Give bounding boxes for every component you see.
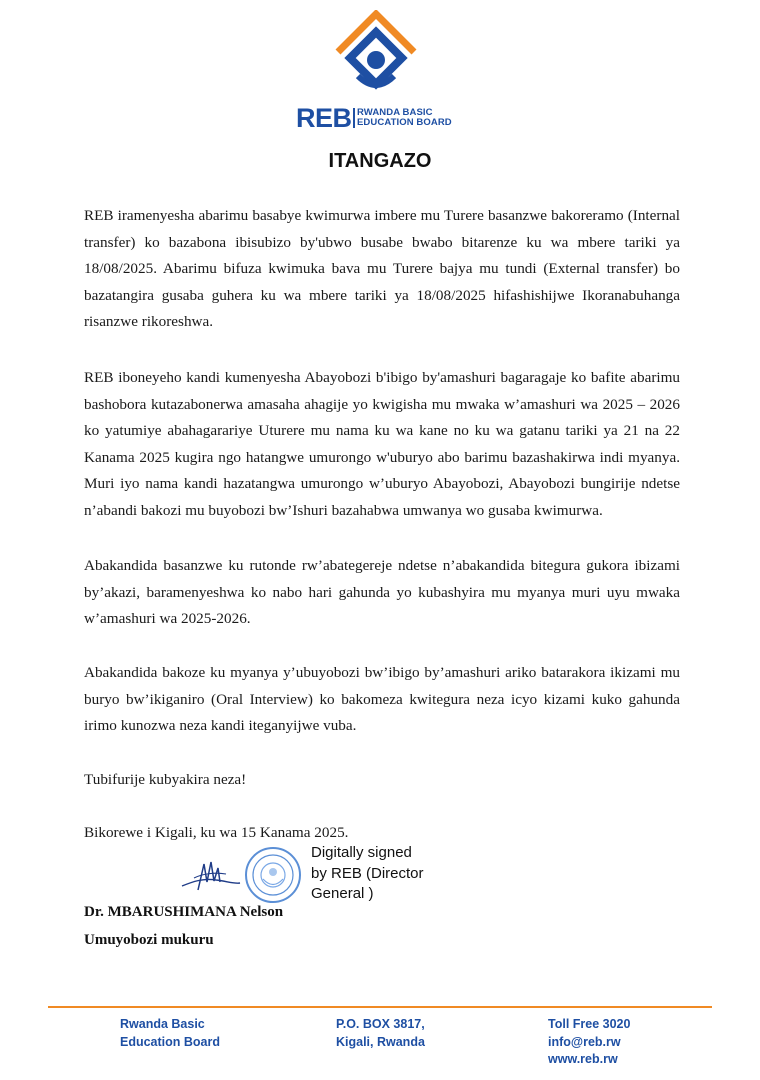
logo-abbr: REB — [296, 103, 352, 133]
document-title: ITANGAZO — [328, 150, 432, 172]
signatory-role: Umuyobozi mukuru — [84, 932, 214, 948]
reb-logo-icon — [332, 10, 420, 96]
footer-org-line2: Education Board — [120, 1034, 221, 1049]
footer-address-line2: Kigali, Rwanda — [336, 1034, 425, 1049]
reb-logo — [296, 10, 466, 133]
logo-name-line1: RWANDA BASIC — [357, 107, 433, 118]
official-seal-icon — [244, 846, 302, 904]
paragraph-date-place: Bikorewe i Kigali, ku wa 15 Kanama 2025. — [84, 824, 349, 841]
footer-address-line1: P.O. BOX 3817, — [336, 1017, 425, 1031]
footer-divider — [48, 1006, 712, 1008]
paragraph-school-heads: REB iboneyeho kandi kumenyesha Abayobozi b'ibigo by'amashuri bagaragaje ko bafite abarimu bashobora kutazabonerwa amasaha ahagije yo kwigisha mu mwaka w’amashuri wa 2025 – 2026 ko yatumiye abahagarariye Uturere mu nama ku wa kane no ku wa gatanu tariki ya 21 na 22 Kanama 2025 kugira ngo hatangwe umurongo w'uburyo abo barimu bazashakirwa indi myanya. Muri iyo nama kandi hazatangwa umurongo w’uburyo Abayobozi, Abayobozi bungirije ndetse n’abandi bakozi mu buyobozi bw’Ishuri bazahabwa umwanya wo gusaba kwimurwa. — [84, 369, 680, 519]
paragraph-candidates: Abakandida basanzwe ku rutonde rw’abategereje ndetse n’abakandida bitegura gukora ibizami by’akazi, baramenyeshwa ko nabo hari gahunda yo kubashyira mu myanya muri uyu mwaka w’amashuri wa 2025-2026. — [84, 557, 680, 628]
handwritten-signature — [180, 856, 242, 894]
logo-divider — [353, 108, 355, 128]
logo-name — [357, 108, 452, 128]
footer-org-line1: Rwanda Basic — [120, 1017, 205, 1031]
paragraph-oral-interview: Abakandida bakoze ku myanya y’ubuyobozi bw’ibigo by’amashuri ariko batarakora ikizami mu buryo bw’ikiganiro (Oral Interview) ko bakomeza kwitegura neza icyo kizami kuko gahunda irimo kunozwa neza kandi iteganyijwe vuba. — [84, 664, 680, 735]
footer-website[interactable]: www.reb.rw — [548, 1052, 618, 1066]
footer-tollfree: Toll Free 3020 — [548, 1017, 631, 1031]
digital-signature-line3: General ) — [311, 885, 374, 902]
paragraph-internal-transfer: REB iramenyesha abarimu basabye kwimurwa imbere mu Turere basanzwe bakoreramo (Internal transfer) ko bazabona ibisubizo by'ubwo busabe bwabo bitarenze ku wa mbere tariki ya 18/08/2025. Abarimu bifuza kwimuka bava mu Turere bajya mu tundi (External transfer) bo bazatangira gusaba guhera ku wa mbere tariki ya 18/08/2025 hifashishijwe Ikoranabuhanga risanzwe rikoreshwa. — [84, 207, 680, 331]
footer-contact — [548, 1016, 630, 1069]
signatory-name: Dr. MBARUSHIMANA Nelson — [84, 904, 284, 920]
paragraph-closing: Tubifurije kubyakira neza! — [84, 771, 247, 788]
footer-address — [336, 1016, 425, 1051]
logo-name-line2: EDUCATION BOARD — [357, 117, 452, 128]
footer-organization — [120, 1016, 220, 1051]
digital-signature-line1: Digitally signed — [311, 844, 412, 861]
digital-signature-note — [311, 843, 451, 905]
digital-signature-line2: by REB (Director — [311, 864, 424, 882]
footer-email[interactable]: info@reb.rw — [548, 1034, 621, 1049]
